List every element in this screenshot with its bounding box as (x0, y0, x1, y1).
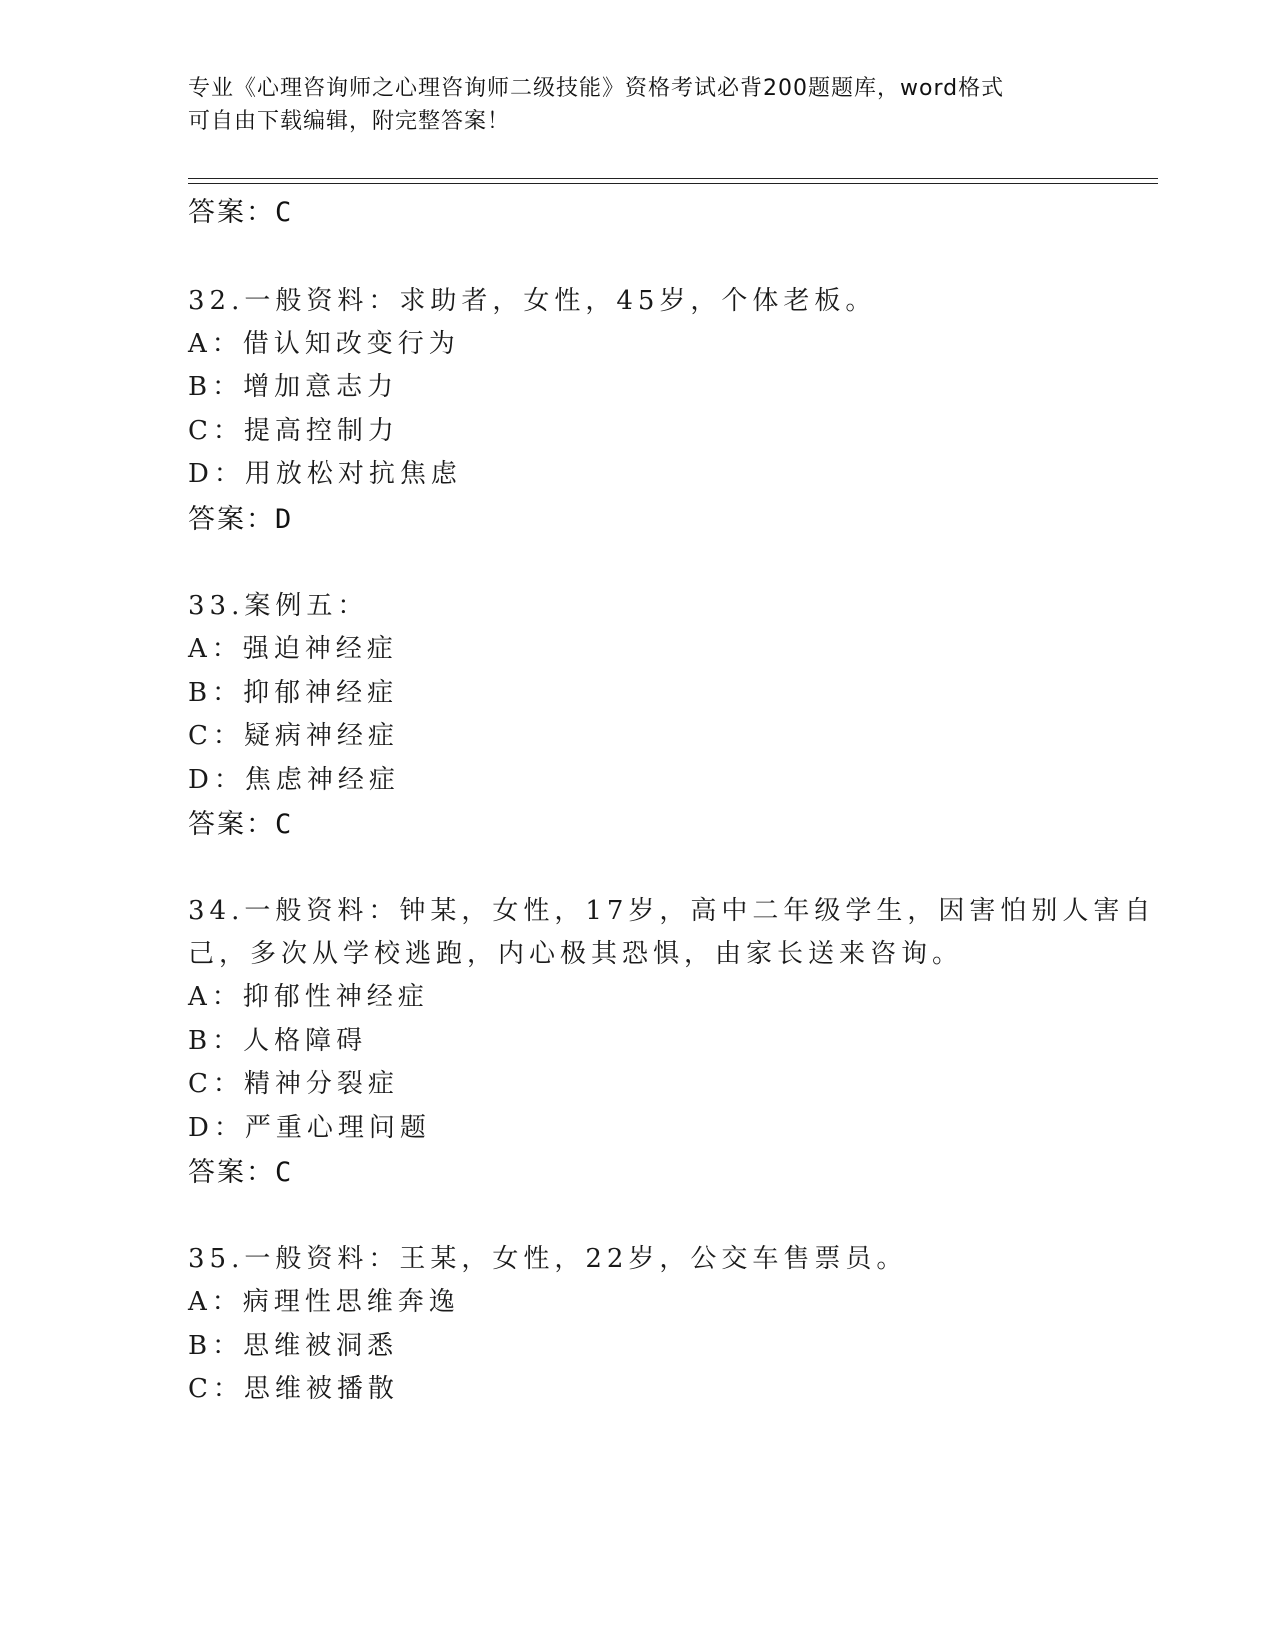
answer-value: D (275, 504, 292, 535)
answer-value: C (275, 197, 292, 228)
header-line-2: 可自由下载编辑，附完整答案！ (188, 109, 511, 134)
question-32-option-b: B：增加意志力 (188, 372, 399, 402)
question-32-option-a: A：借认知改变行为 (188, 329, 460, 359)
question-34-answer (188, 1150, 291, 1189)
question-32-stem: 32.一般资料：求助者，女性，45岁，个体老板。 (188, 286, 877, 316)
header-divider-top (188, 178, 1158, 179)
question-35-option-b: B：思维被洞悉 (188, 1331, 399, 1361)
question-33-answer (188, 802, 291, 841)
question-32-option-d: D：用放松对抗焦虑 (188, 459, 462, 489)
answer-label: 答案： (188, 197, 275, 228)
question-33-option-a: A：强迫神经症 (188, 634, 398, 664)
answer-value: C (275, 809, 292, 840)
header-line-1: 专业《心理咨询师之心理咨询师二级技能》资格考试必背200题题库，word格式 (188, 76, 1005, 101)
answer-label: 答案： (188, 504, 275, 535)
question-35-stem: 35.一般资料：王某，女性，22岁，公交车售票员。 (188, 1244, 908, 1274)
question-33-option-d: D：焦虑神经症 (188, 765, 400, 795)
question-32-answer (188, 497, 291, 536)
question-33-option-b: B：抑郁神经症 (188, 678, 399, 708)
answer-value: C (275, 1157, 292, 1188)
question-34-option-a: A：抑郁性神经症 (188, 982, 429, 1012)
answer-line-prev (188, 190, 291, 229)
question-34-stem-line-1: 34.一般资料：钟某，女性，17岁，高中二年级学生，因害怕别人害自 (188, 896, 1156, 926)
question-33-option-c: C：疑病神经症 (188, 721, 399, 751)
answer-label: 答案： (188, 809, 275, 840)
question-34-stem-line-2: 己，多次从学校逃跑，内心极其恐惧，由家长送来咨询。 (188, 939, 964, 969)
header-divider-bottom (188, 183, 1158, 184)
question-35-option-a: A：病理性思维奔逸 (188, 1287, 460, 1317)
answer-label: 答案： (188, 1157, 275, 1188)
question-34-option-c: C：精神分裂症 (188, 1069, 399, 1099)
question-33-stem: 33.案例五： (188, 591, 369, 621)
question-35-option-c: C：思维被播散 (188, 1374, 399, 1404)
question-34-option-d: D：严重心理问题 (188, 1113, 431, 1143)
question-32-option-c: C：提高控制力 (188, 416, 399, 446)
question-34-option-b: B：人格障碍 (188, 1026, 368, 1056)
document-header (188, 72, 1088, 138)
